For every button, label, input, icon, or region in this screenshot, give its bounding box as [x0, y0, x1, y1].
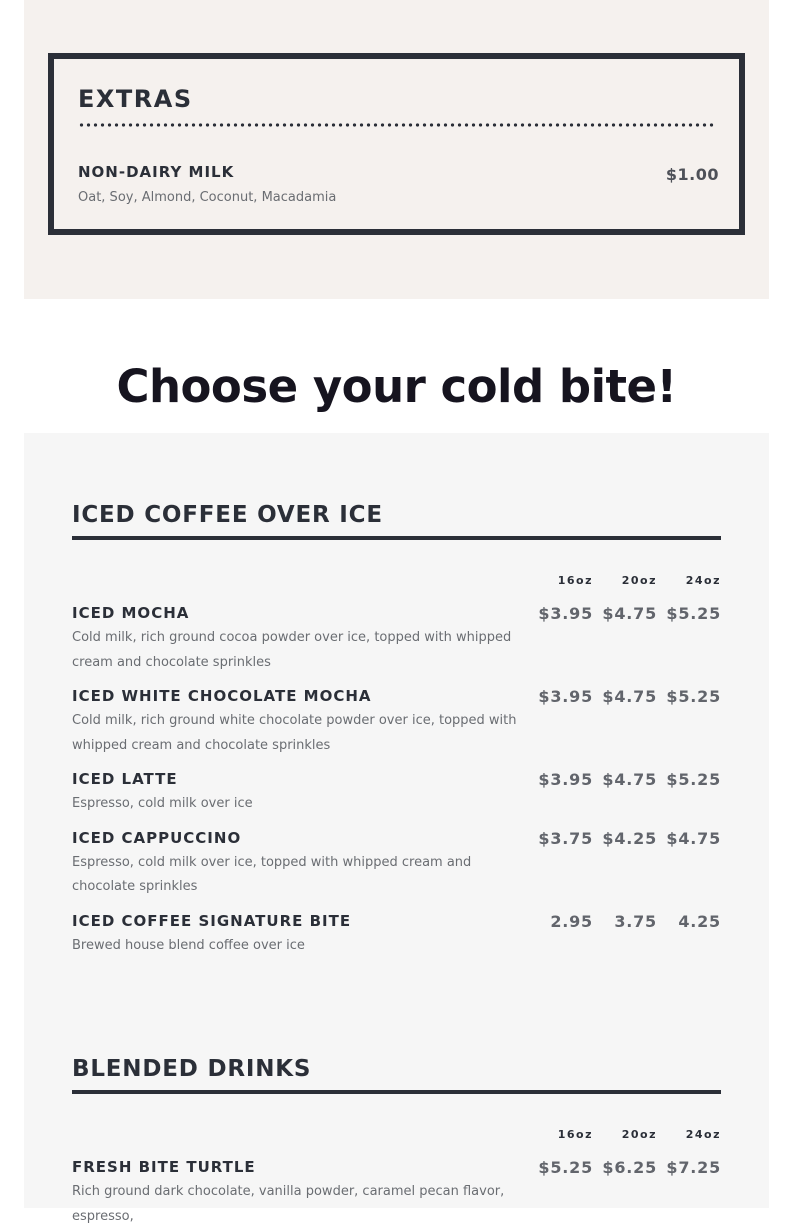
size-header: [72, 1128, 721, 1148]
menu-item-price: $3.75: [538, 828, 593, 848]
section-divider: [72, 536, 721, 540]
menu-item-description: Brewed house blend coffee over ice: [72, 937, 305, 953]
menu-item-name: ICED LATTE: [72, 770, 178, 788]
menu-item-price: $5.25: [666, 770, 721, 789]
size-label: 20oz: [621, 1128, 657, 1141]
menu-item-price: $4.75: [666, 828, 721, 848]
menu-item-price: 3.75: [614, 911, 657, 931]
menu-item: [72, 910, 721, 959]
menu-item-name: ICED WHITE CHOCOLATE MOCHA: [72, 687, 372, 705]
menu-item-price: $4.25: [602, 828, 657, 848]
menu-section-blended-drinks: [72, 1051, 721, 1229]
menu-item: [72, 685, 721, 758]
size-label: 24oz: [685, 574, 721, 587]
cold-menu-panel: [24, 433, 769, 1224]
menu-item: [72, 1156, 721, 1229]
menu-item-description: Cold milk, rich ground cocoa powder over ice, topped with whipped cream and chocolate sprinkles: [72, 630, 512, 670]
page-headline: Choose your cold bite!: [116, 360, 677, 413]
section-divider: [72, 1090, 721, 1094]
menu-item-price: $4.75: [602, 687, 657, 706]
extras-card: [48, 53, 745, 235]
menu-item-price: $4.75: [602, 604, 657, 623]
menu-item: [72, 768, 721, 817]
section-title: BLENDED DRINKS: [72, 1056, 312, 1082]
menu-item: [72, 602, 721, 675]
section-title: ICED COFFEE OVER ICE: [72, 502, 383, 528]
extras-item-description: Oat, Soy, Almond, Coconut, Macadamia: [78, 190, 337, 205]
menu-item: [72, 827, 721, 900]
menu-item-price: $3.95: [538, 770, 593, 789]
dotted-divider: [78, 123, 715, 127]
menu-item-price: $6.25: [602, 1158, 657, 1177]
menu-item-name: ICED CAPPUCCINO: [72, 828, 242, 847]
menu-section-iced-coffee: [72, 497, 721, 958]
menu-item-price: $4.75: [602, 770, 657, 789]
menu-item-description: Espresso, cold milk over ice, topped with whipped cream and chocolate sprinkles: [72, 854, 472, 894]
menu-item-price: $3.95: [538, 604, 593, 623]
menu-item-price: $5.25: [538, 1158, 593, 1177]
menu-item-name: ICED MOCHA: [72, 604, 190, 622]
extras-item-name: NON-DAIRY MILK: [78, 163, 235, 181]
menu-item-name: FRESH BITE TURTLE: [72, 1158, 256, 1176]
menu-item-price: 4.25: [678, 911, 721, 931]
size-label: 20oz: [621, 574, 657, 587]
menu-item-price: $5.25: [666, 687, 721, 706]
size-label: 16oz: [557, 1128, 593, 1141]
menu-item-price: $3.95: [538, 687, 593, 706]
menu-item-price: $5.25: [666, 604, 721, 623]
menu-item-description: Cold milk, rich ground white chocolate powder over ice, topped with whipped cream and chocolate sprinkles: [72, 713, 517, 753]
menu-item-description: Rich ground dark chocolate, vanilla powder, caramel pecan flavor, espresso,: [72, 1184, 505, 1224]
menu-item-description: Espresso, cold milk over ice: [72, 796, 253, 811]
extras-section: [24, 0, 769, 299]
extras-item-price: $1.00: [665, 165, 719, 184]
menu-item-price: 2.95: [550, 911, 593, 931]
extras-title: EXTRAS: [78, 85, 193, 113]
menu-item-price: $7.25: [666, 1158, 721, 1177]
size-label: 16oz: [557, 574, 593, 587]
size-header: [72, 574, 721, 594]
menu-item-name: ICED COFFEE SIGNATURE BITE: [72, 911, 352, 930]
size-label: 24oz: [685, 1128, 721, 1141]
